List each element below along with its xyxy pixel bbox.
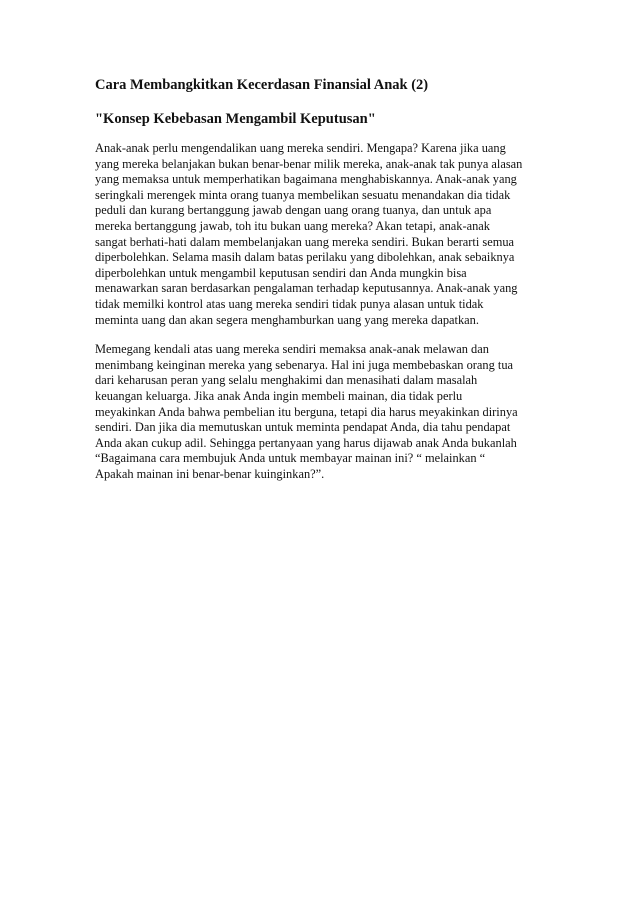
paragraph-1-line: peduli dan kurang bertanggung jawab dengan uang orang tuanya, dan untuk apa xyxy=(95,203,492,218)
paragraph-1-line: yang memaksa untuk memperhatikan bagaimana menghabiskannya. Anak-anak yang xyxy=(95,172,517,187)
paragraph-1-line: seringkali merengek minta orang tuanya membelikan sesuatu menandakan dia tidak xyxy=(95,187,511,202)
paragraph-2 xyxy=(95,342,548,482)
paragraph-1 xyxy=(95,141,548,328)
paragraph-2-line: Memegang kendali atas uang mereka sendiri memaksa anak-anak melawan dan xyxy=(95,342,489,357)
paragraph-2-line: meyakinkan Anda bahwa pembelian itu berguna, tetapi dia harus meyakinkan dirinya xyxy=(95,404,518,419)
paragraph-1-line: tidak memilki kontrol atas uang mereka sendiri tidak punya alasan untuk tidak xyxy=(95,296,484,311)
paragraph-2-line: sendiri. Dan jika dia memutuskan untuk meminta pendapat Anda, dia tahu pendapat xyxy=(95,420,511,435)
paragraph-2-line: Anda akan cukup adil. Sehingga pertanyaan yang harus dijawab anak Anda bukanlah xyxy=(95,435,517,450)
paragraph-2-line: Apakah mainan ini benar-benar kuinginkan?”. xyxy=(95,466,325,481)
paragraph-1-line: diperbolehkan untuk mengambil keputusan sendiri dan Anda mungkin bisa xyxy=(95,265,467,280)
paragraph-1-line: sangat berhati-hati dalam membelanjakan uang mereka sendiri. Bukan berarti semua xyxy=(95,234,515,249)
paragraph-2-line: “Bagaimana cara membujuk Anda untuk membayar mainan ini? “ melainkan “ xyxy=(95,451,486,466)
paragraph-1-line: mereka bertanggung jawab, toh itu bukan uang mereka? Akan tetapi, anak-anak xyxy=(95,218,490,233)
document-subtitle: "Konsep Kebebasan Mengambil Keputusan" xyxy=(95,111,376,127)
paragraph-1-line: diperbolehkan. Selama masih dalam batas perilaku yang dibolehkan, anak sebaiknya xyxy=(95,250,515,265)
paragraph-1-line: menawarkan saran berdasarkan pengalaman terhadap keputusannya. Anak-anak yang xyxy=(95,281,518,296)
paragraph-2-line: menimbang keinginan mereka yang sebenarya. Hal ini juga membebaskan orang tua xyxy=(95,357,514,372)
paragraph-2-line: keuangan keluarga. Jika anak Anda ingin membeli mainan, dia tidak perlu xyxy=(95,388,463,403)
paragraph-2-line: dari keharusan peran yang selalu menghakimi dan menasihati dalam masalah xyxy=(95,373,478,388)
paragraph-1-line: yang mereka belanjakan bukan benar-benar milik mereka, anak-anak tak punya alasan xyxy=(95,156,523,171)
paragraph-1-line: Anak-anak perlu mengendalikan uang mereka sendiri. Mengapa? Karena jika uang xyxy=(95,141,506,155)
document-title: Cara Membangkitkan Kecerdasan Finansial Anak (2) xyxy=(95,77,429,93)
paragraph-1-line: meminta uang dan akan segera menghamburkan uang yang mereka dapatkan. xyxy=(95,312,479,327)
